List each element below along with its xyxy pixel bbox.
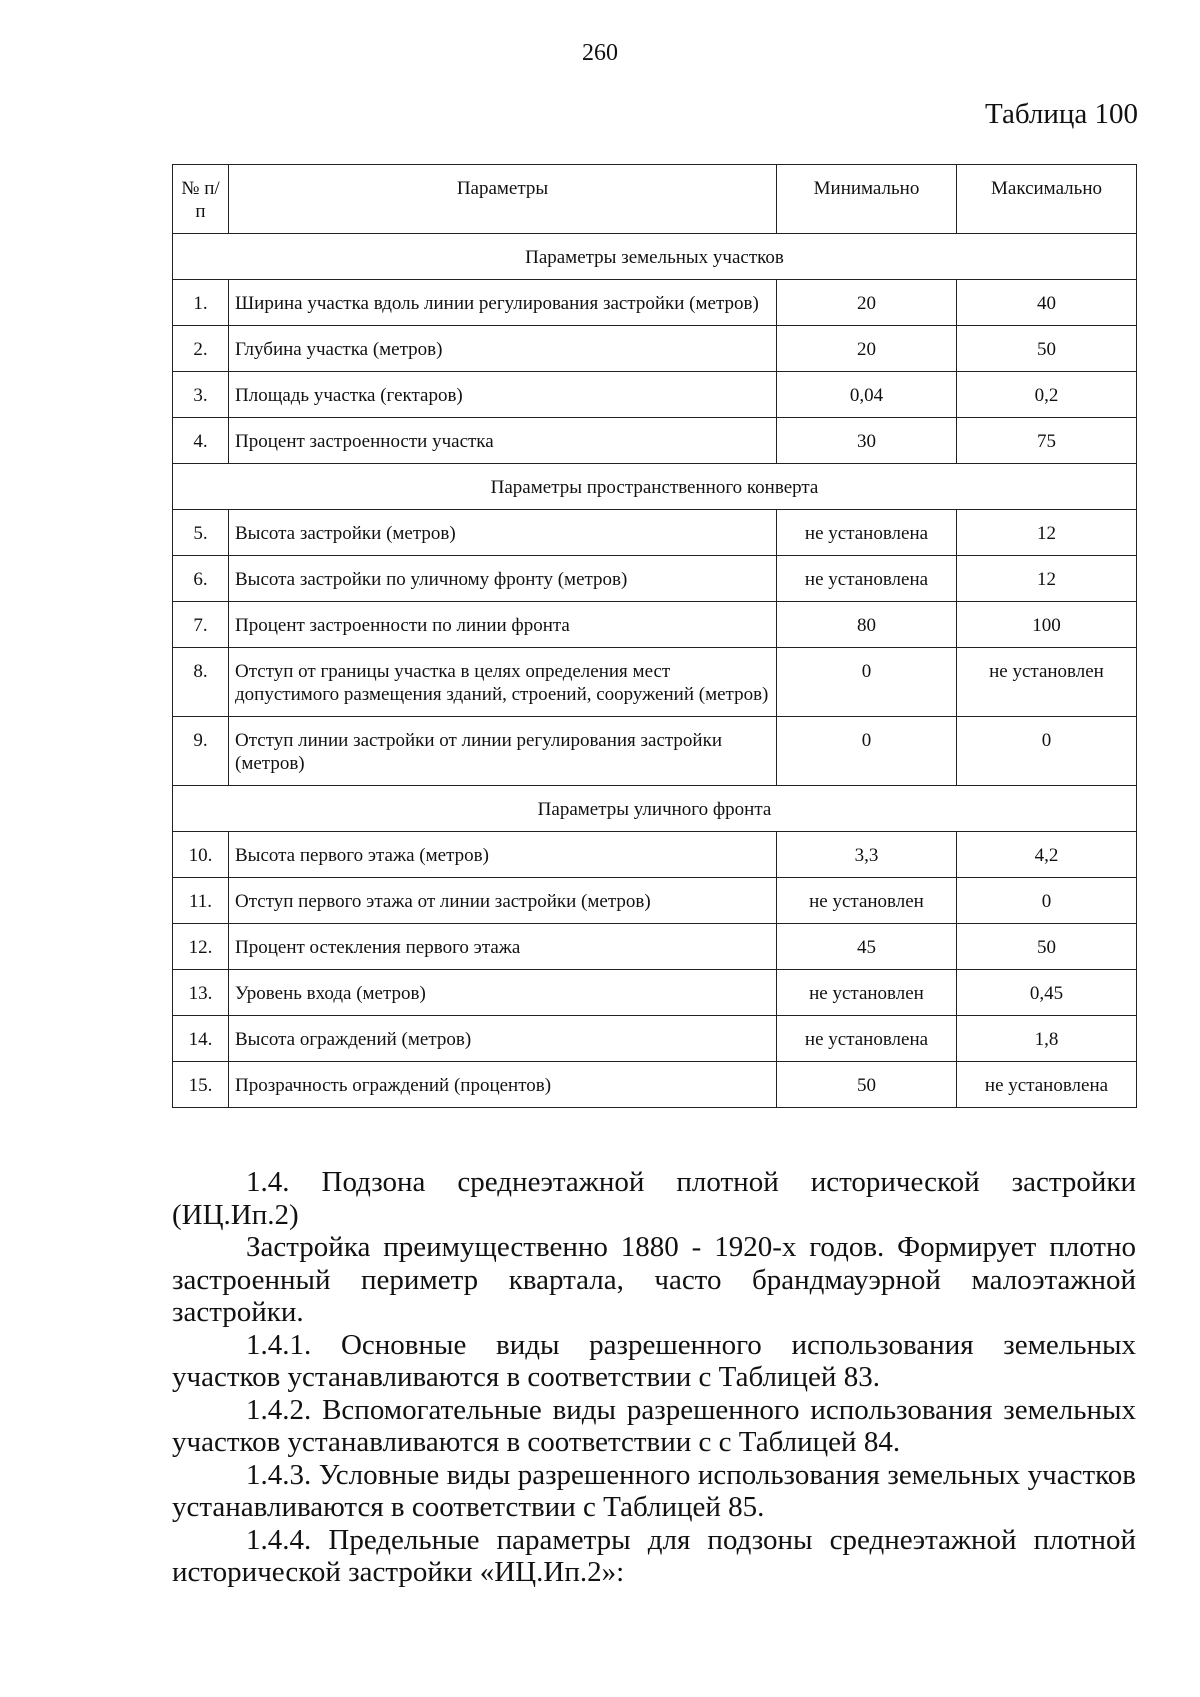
row-parameter: Прозрачность ограждений (процентов) bbox=[229, 1062, 777, 1108]
row-minimum: 50 bbox=[777, 1062, 957, 1108]
row-minimum: 20 bbox=[777, 326, 957, 372]
row-minimum: 0,04 bbox=[777, 372, 957, 418]
subzone-description: Застройка преимущественно 1880 - 1920-х годов. Формирует плотно застроенный периметр квартала, часто брандмауэрной малоэтажной застройки. bbox=[172, 1231, 1136, 1328]
row-parameter: Площадь участка (гектаров) bbox=[229, 372, 777, 418]
row-maximum: 100 bbox=[957, 602, 1137, 648]
parameters-table bbox=[172, 164, 1137, 1108]
row-parameter: Глубина участка (метров) bbox=[229, 326, 777, 372]
row-minimum: 0 bbox=[777, 648, 957, 717]
row-maximum: 4,2 bbox=[957, 832, 1137, 878]
row-number: 8. bbox=[173, 648, 229, 717]
row-parameter: Отступ первого этажа от линии застройки (метров) bbox=[229, 878, 777, 924]
page-number: 260 bbox=[582, 40, 618, 66]
row-number: 15. bbox=[173, 1062, 229, 1108]
row-parameter: Отступ линии застройки от линии регулирования застройки (метров) bbox=[229, 717, 777, 786]
clause-1-4-2: 1.4.2. Вспомогательные виды разрешенного использования земельных участков устанавливаются в соответствии с с Таблицей 84. bbox=[172, 1393, 1136, 1458]
table-row bbox=[173, 648, 1137, 717]
table-row bbox=[173, 878, 1137, 924]
row-minimum: 45 bbox=[777, 924, 957, 970]
row-parameter: Высота застройки (метров) bbox=[229, 510, 777, 556]
table-row bbox=[173, 372, 1137, 418]
section-row bbox=[173, 786, 1137, 832]
row-minimum: не установлена bbox=[777, 556, 957, 602]
table-row bbox=[173, 326, 1137, 372]
section-row bbox=[173, 234, 1137, 280]
section-title: Параметры земельных участков bbox=[173, 234, 1137, 280]
row-minimum: не установлена bbox=[777, 510, 957, 556]
section-row bbox=[173, 464, 1137, 510]
row-parameter: Процент застроенности участка bbox=[229, 418, 777, 464]
row-maximum: 0 bbox=[957, 878, 1137, 924]
row-parameter: Уровень входа (метров) bbox=[229, 970, 777, 1016]
clause-1-4-1: 1.4.1. Основные виды разрешенного использования земельных участков устанавливаются в соответствии с Таблицей 83. bbox=[172, 1328, 1136, 1393]
header-number: № п/п bbox=[173, 165, 229, 234]
table-row bbox=[173, 717, 1137, 786]
row-number: 14. bbox=[173, 1016, 229, 1062]
row-number: 5. bbox=[173, 510, 229, 556]
row-maximum: 1,8 bbox=[957, 1016, 1137, 1062]
row-parameter: Процент застроенности по линии фронта bbox=[229, 602, 777, 648]
row-minimum: 0 bbox=[777, 717, 957, 786]
clause-1-4-3: 1.4.3. Условные виды разрешенного использования земельных участков устанавливаются в соответствии с Таблицей 85. bbox=[172, 1458, 1136, 1523]
row-minimum: 30 bbox=[777, 418, 957, 464]
row-number: 1. bbox=[173, 280, 229, 326]
row-number: 9. bbox=[173, 717, 229, 786]
row-parameter: Высота ограждений (метров) bbox=[229, 1016, 777, 1062]
row-minimum: 20 bbox=[777, 280, 957, 326]
row-number: 11. bbox=[173, 878, 229, 924]
table-row bbox=[173, 280, 1137, 326]
section-title: Параметры пространственного конверта bbox=[173, 464, 1137, 510]
row-maximum: 12 bbox=[957, 556, 1137, 602]
row-number: 4. bbox=[173, 418, 229, 464]
row-parameter: Отступ от границы участка в целях определения мест допустимого размещения зданий, строений, сооружений (метров) bbox=[229, 648, 777, 717]
row-maximum: не установлена bbox=[957, 1062, 1137, 1108]
header-maximum: Максимально bbox=[957, 165, 1137, 234]
body-text bbox=[172, 1166, 1136, 1589]
table-row bbox=[173, 970, 1137, 1016]
row-number: 13. bbox=[173, 970, 229, 1016]
row-maximum: 40 bbox=[957, 280, 1137, 326]
row-maximum: 0,2 bbox=[957, 372, 1137, 418]
row-maximum: 50 bbox=[957, 326, 1137, 372]
table-row bbox=[173, 510, 1137, 556]
row-maximum: не установлен bbox=[957, 648, 1137, 717]
subzone-heading: 1.4. Подзона среднеэтажной плотной исторической застройки (ИЦ.Ип.2) bbox=[172, 1166, 1136, 1231]
row-maximum: 50 bbox=[957, 924, 1137, 970]
row-maximum: 12 bbox=[957, 510, 1137, 556]
row-number: 2. bbox=[173, 326, 229, 372]
row-number: 6. bbox=[173, 556, 229, 602]
row-minimum: 3,3 bbox=[777, 832, 957, 878]
row-parameter: Процент остекления первого этажа bbox=[229, 924, 777, 970]
section-title: Параметры уличного фронта bbox=[173, 786, 1137, 832]
table-row bbox=[173, 602, 1137, 648]
row-maximum: 75 bbox=[957, 418, 1137, 464]
row-maximum: 0,45 bbox=[957, 970, 1137, 1016]
table-header-row bbox=[173, 165, 1137, 234]
row-number: 10. bbox=[173, 832, 229, 878]
table-caption: Таблица 100 bbox=[984, 98, 1138, 130]
row-minimum: не установлен bbox=[777, 878, 957, 924]
row-number: 12. bbox=[173, 924, 229, 970]
table-row bbox=[173, 1062, 1137, 1108]
header-parameters: Параметры bbox=[229, 165, 777, 234]
header-minimum: Минимально bbox=[777, 165, 957, 234]
row-parameter: Ширина участка вдоль линии регулирования застройки (метров) bbox=[229, 280, 777, 326]
row-minimum: не установлена bbox=[777, 1016, 957, 1062]
row-number: 7. bbox=[173, 602, 229, 648]
row-number: 3. bbox=[173, 372, 229, 418]
table-row bbox=[173, 832, 1137, 878]
row-parameter: Высота застройки по уличному фронту (метров) bbox=[229, 556, 777, 602]
row-minimum: не установлен bbox=[777, 970, 957, 1016]
clause-1-4-4: 1.4.4. Предельные параметры для подзоны среднеэтажной плотной исторической застройки «ИЦ.Ип.2»: bbox=[172, 1523, 1136, 1588]
table-row bbox=[173, 418, 1137, 464]
table-row bbox=[173, 556, 1137, 602]
row-minimum: 80 bbox=[777, 602, 957, 648]
table-row bbox=[173, 1016, 1137, 1062]
row-maximum: 0 bbox=[957, 717, 1137, 786]
row-parameter: Высота первого этажа (метров) bbox=[229, 832, 777, 878]
table-row bbox=[173, 924, 1137, 970]
